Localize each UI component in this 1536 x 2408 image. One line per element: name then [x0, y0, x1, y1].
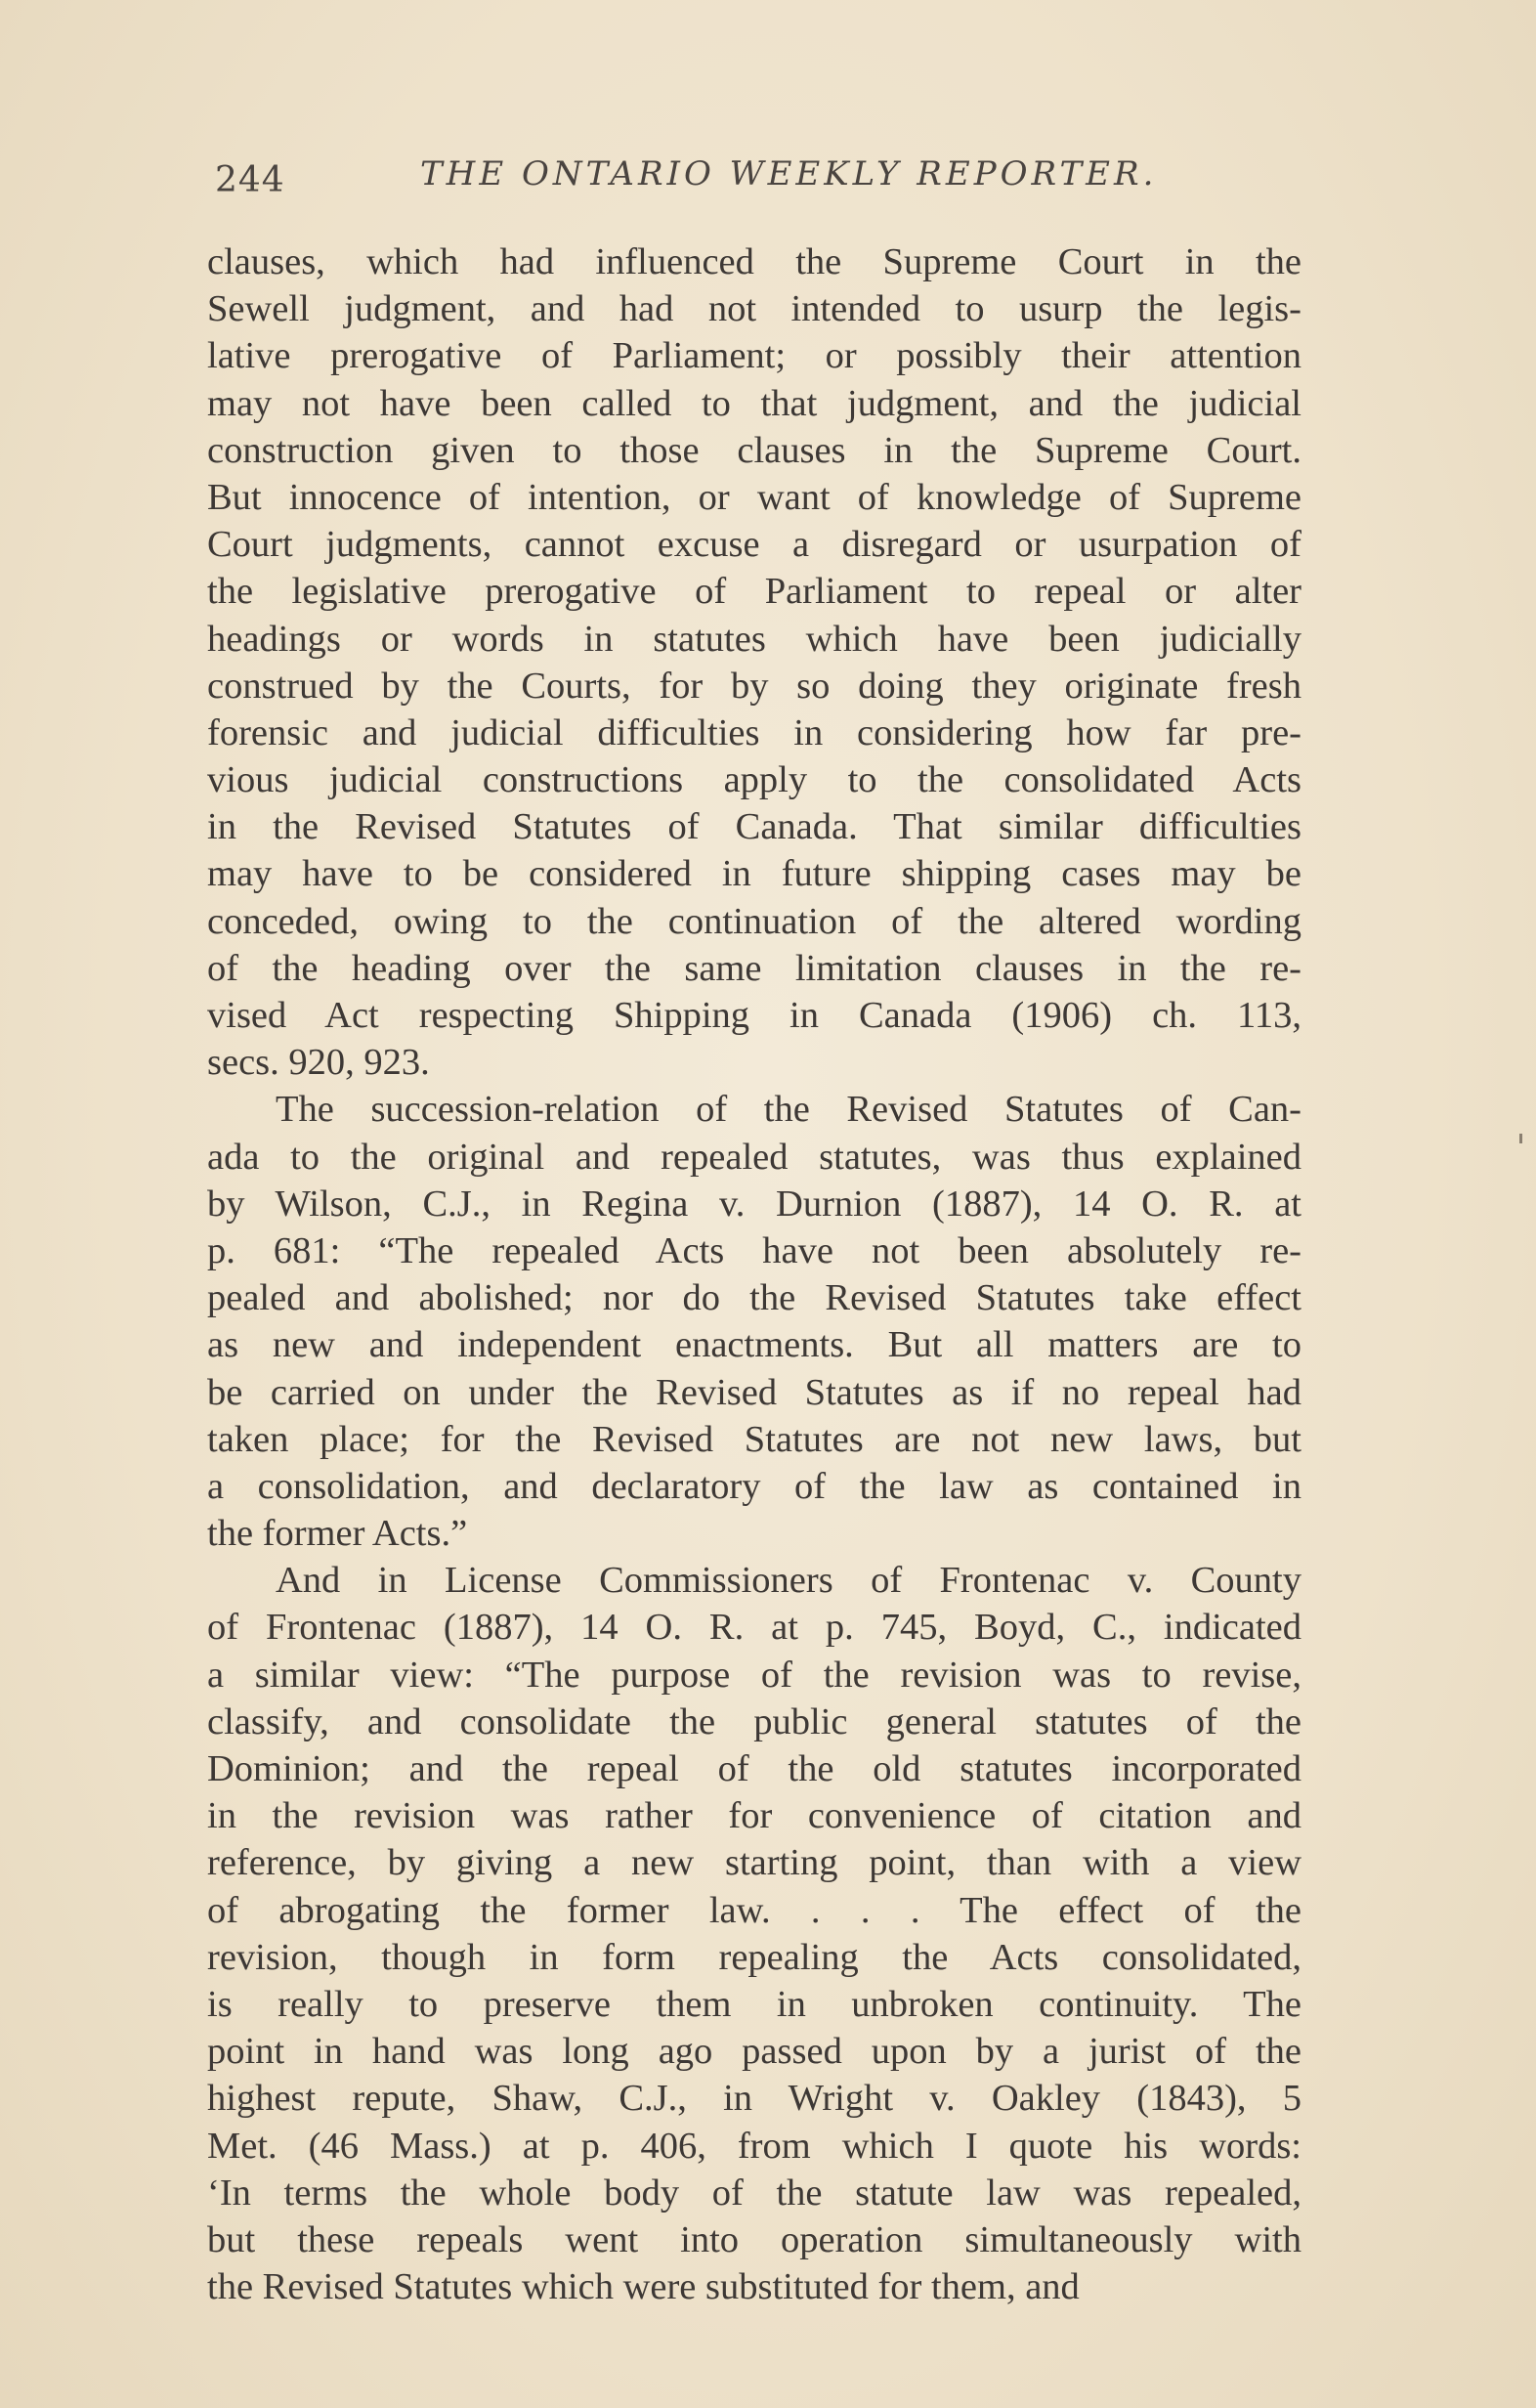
text-line: be carried on under the Revised Statutes as if no repeal had — [207, 1371, 1301, 1413]
text-line: And in License Commissioners of Frontenac v. County — [276, 1560, 1301, 1602]
text-line: of the heading over the same limitation clauses in the re- — [207, 947, 1301, 989]
text-line: point in hand was long ago passed upon by a jurist of the — [207, 2031, 1301, 2073]
text-line: Sewell judgment, and had not intended to usurp the legis- — [207, 288, 1301, 330]
text-line: taken place; for the Revised Statutes are not new laws, but — [207, 1418, 1301, 1460]
text-line: construed by the Courts, for by so doing they originate fresh — [207, 665, 1301, 707]
paragraph — [207, 238, 1301, 1086]
text-line: Met. (46 Mass.) at p. 406, from which I quote his words: — [207, 2125, 1301, 2167]
text-line: headings or words in statutes which have been judicially — [207, 618, 1301, 660]
text-line: the legislative prerogative of Parliament to repeal or alter — [207, 571, 1301, 613]
body-text — [207, 238, 1301, 2310]
text-line: highest repute, Shaw, C.J., in Wright v. Oakley (1843), 5 — [207, 2078, 1301, 2120]
text-line: conceded, owing to the continuation of the altered wording — [207, 900, 1301, 942]
text-line: by Wilson, C.J., in Regina v. Durnion (1887), 14 O. R. at — [207, 1182, 1301, 1225]
text-line: forensic and judicial difficulties in considering how far pre- — [207, 711, 1301, 753]
text-line: classify, and consolidate the public general statutes of the — [207, 1700, 1301, 1742]
text-line: a consolidation, and declaratory of the law as contained in — [207, 1465, 1301, 1507]
text-line: of abrogating the former law. . . . The effect of the — [207, 1889, 1301, 1931]
text-line: p. 681: “The repealed Acts have not been absolutely re- — [207, 1229, 1301, 1271]
page-number: 244 — [215, 160, 285, 200]
paragraph — [207, 1557, 1301, 2310]
page-header — [215, 154, 1319, 223]
text-line: The succession-relation of the Revised Statutes of Can- — [276, 1089, 1301, 1131]
text-line: reference, by giving a new starting point, than with a view — [207, 1842, 1301, 1884]
text-line: Court judgments, cannot excuse a disregard or usurpation of — [207, 524, 1301, 566]
page-edge-mark — [1519, 1134, 1522, 1143]
text-line: construction given to those clauses in the Supreme Court. — [207, 429, 1301, 471]
text-line: vious judicial constructions apply to the consolidated Acts — [207, 759, 1301, 801]
text-line: of Frontenac (1887), 14 O. R. at p. 745, Boyd, C., indicated — [207, 1607, 1301, 1649]
text-line: ada to the original and repealed statutes, was thus explained — [207, 1136, 1301, 1178]
text-line: in the revision was rather for convenience of citation and — [207, 1795, 1301, 1837]
text-line: pealed and abolished; nor do the Revised Statutes take effect — [207, 1277, 1301, 1319]
text-line: revision, though in form repealing the Acts consolidated, — [207, 1936, 1301, 1978]
text-line: but these repeals went into operation simultaneously with — [207, 2218, 1301, 2260]
text-line: secs. 920, 923. — [207, 1042, 430, 1084]
text-line: the former Acts.” — [207, 1513, 468, 1555]
text-line: may have to be considered in future shipping cases may be — [207, 853, 1301, 895]
paragraph — [207, 1086, 1301, 1557]
text-line: in the Revised Statutes of Canada. That similar difficulties — [207, 806, 1301, 848]
text-line: ‘In terms the whole body of the statute law was repealed, — [207, 2172, 1301, 2214]
text-line: may not have been called to that judgment, and the judicial — [207, 382, 1301, 424]
text-line: Dominion; and the repeal of the old statutes incorporated — [207, 1748, 1301, 1789]
text-line: the Revised Statutes which were substituted for them, and — [207, 2266, 1080, 2308]
text-line: a similar view: “The purpose of the revision was to revise, — [207, 1654, 1301, 1696]
text-line: is really to preserve them in unbroken continuity. The — [207, 1983, 1301, 2025]
text-line: But innocence of intention, or want of knowledge of Supreme — [207, 476, 1301, 518]
text-line: as new and independent enactments. But all matters are to — [207, 1324, 1301, 1366]
running-title: THE ONTARIO WEEKLY REPORTER. — [420, 154, 1158, 194]
text-line: clauses, which had influenced the Supreme Court in the — [207, 241, 1301, 282]
text-line: lative prerogative of Parliament; or possibly their attention — [207, 335, 1301, 377]
text-line: vised Act respecting Shipping in Canada (1906) ch. 113, — [207, 995, 1301, 1036]
